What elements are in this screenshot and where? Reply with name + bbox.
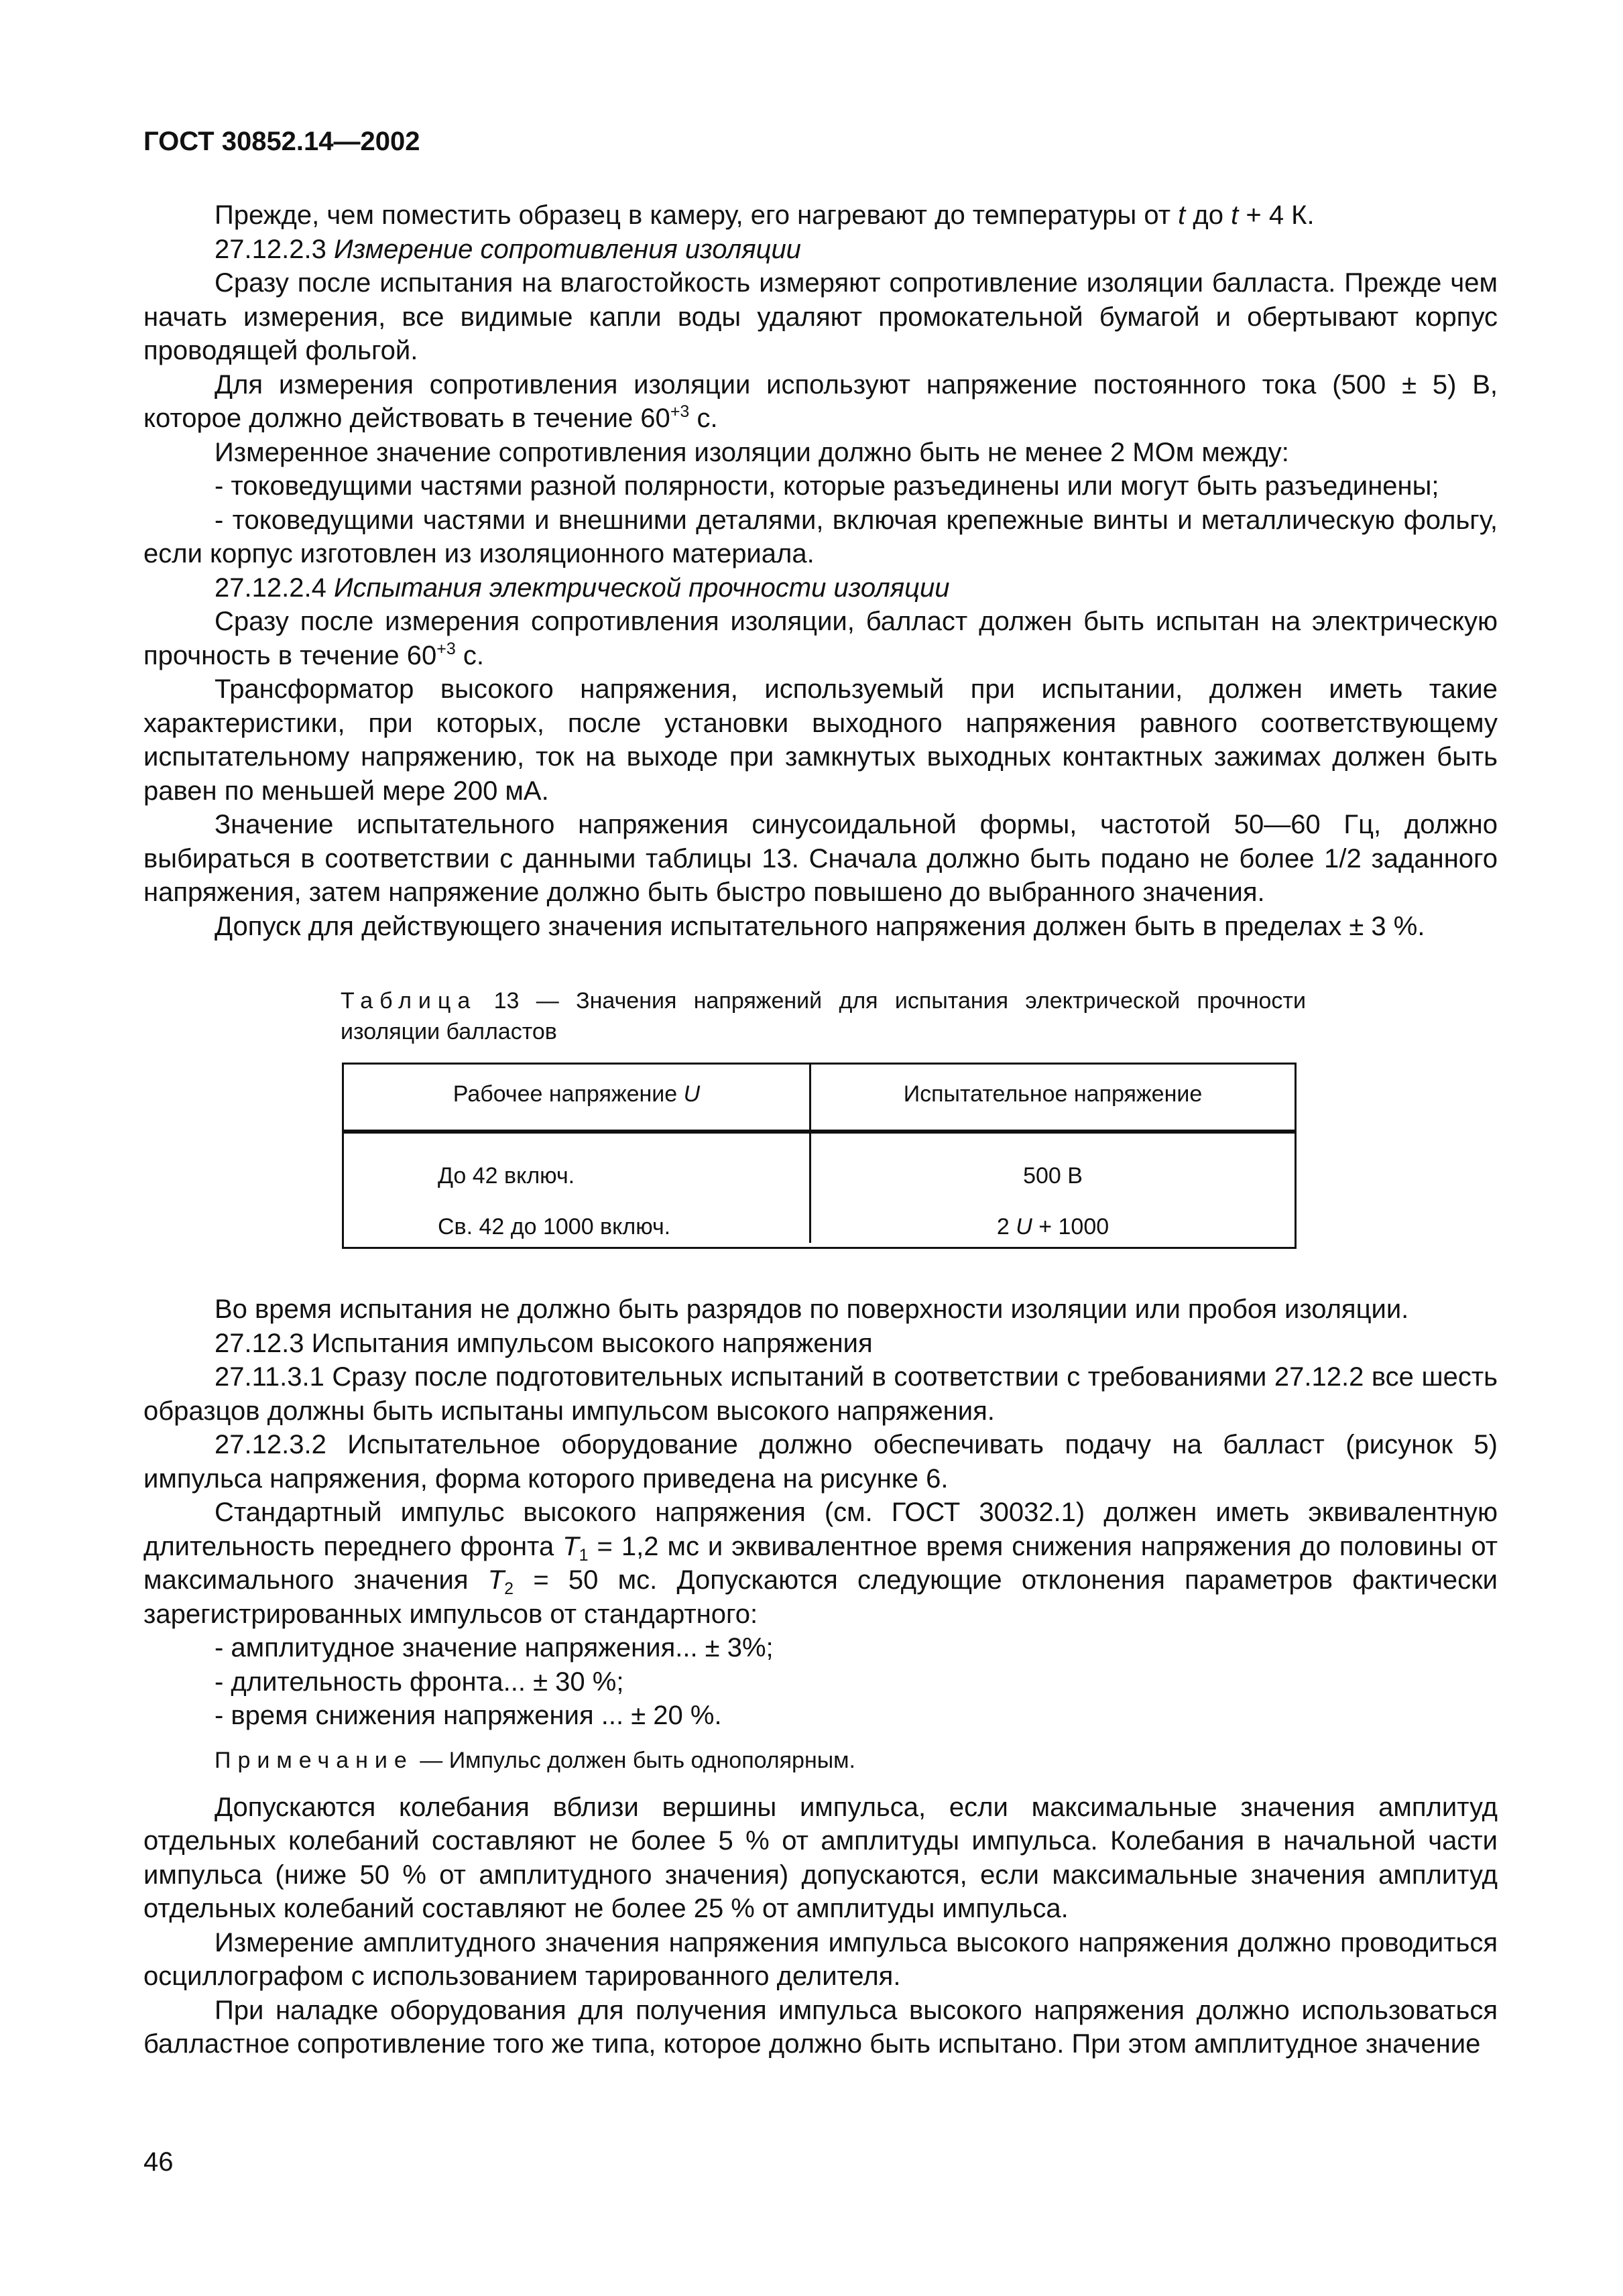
voltage-table	[342, 1063, 1297, 1249]
table-header-test-voltage: Испытательное напряжение	[903, 1081, 1203, 1107]
section-heading: 27.12.2.3 Измерение сопротивления изоляции	[215, 234, 801, 264]
list-item: - амплитудное значение напряжения... ± 3%;	[215, 1633, 774, 1663]
table-caption: Таблица 13 — Значения напряжений для испытания электрической прочности изоляции балластов	[341, 988, 1306, 1044]
paragraph: Сразу после испытания на влагостойкость измеряют сопротивление изоляции балласта. Прежде чем начать измерения, все видимые капли воды удаляют промокательной бумагой и обертывают корпус проводящей фольгой.	[143, 268, 1498, 365]
list-item: - длительность фронта... ± 30 %;	[215, 1667, 624, 1697]
list-item: - токоведущими частями разной полярности, которые разъединены или могут быть разъединены;	[215, 471, 1439, 501]
table-cell: 2 U + 1000	[996, 1214, 1109, 1240]
document-header: ГОСТ 30852.14—2002	[143, 127, 420, 156]
paragraph: 27.12.3.2 Испытательное оборудование должно обеспечивать подачу на балласт (рисунок 5) импульса напряжения, форма которого приведена на рисунке 6.	[143, 1430, 1498, 1494]
text-block-upper	[143, 198, 1498, 943]
paragraph: Сразу после измерения сопротивления изоляции, балласт должен быть испытан на электрическую прочность в течение $60^{+3}$ с.	[143, 607, 1498, 670]
paragraph: Во время испытания не должно быть разрядов по поверхности изоляции или пробоя изоляции.	[215, 1294, 1409, 1324]
paragraph: Допускаются колебания вблизи вершины импульса, если максимальные значения амплитуд отдельных колебаний составляют не более 5 % от амплитуды импульса. Колебания в начальной части импульса (ниже 50 % от амплитудного значения) допускаются, если максимальные значения амплитуд отдельных колебаний составляют не более 25 % от амплитуды импульса.	[143, 1792, 1498, 1923]
section-heading: 27.12.2.4 Испытания электрической прочности изоляции	[215, 572, 950, 603]
table-cell: 500 В	[1023, 1163, 1083, 1189]
paragraph: Трансформатор высокого напряжения, используемый при испытании, должен иметь такие характеристики, при которых, после установки выходного напряжения равного соответствующему испытательному напряжению, ток на выходе при замкнутых выходных контактных зажимах должен быть равен по меньшей мере 200 мА.	[143, 674, 1498, 806]
paragraph: Допуск для действующего значения испытательного напряжения должен быть в пределах ± 3 %.	[215, 911, 1425, 941]
table-header-working-voltage: Рабочее напряжение U	[453, 1081, 701, 1107]
paragraph: Значение испытательного напряжения синусоидальной формы, частотой 50—60 Гц, должно выбираться в соответствии с данными таблицы 13. Сначала должно быть подано не более 1/2 заданного напряжения, затем напряжение должно быть быстро повышено до выбранного значения.	[143, 810, 1498, 907]
page-number: 46	[143, 2147, 174, 2177]
paragraph: Прежде, чем поместить образец в камеру, его нагревают до температуры от t до t + 4 К.	[215, 200, 1315, 230]
paragraph: Для измерения сопротивления изоляции используют напряжение постоянного тока (500 ± 5) В, которое должно действовать в течение $60^{+3}$ с.	[143, 369, 1498, 433]
paragraph: При наладке оборудования для получения импульса высокого напряжения должно использоваться балластное сопротивление того же типа, которое должно быть испытано. При этом амплитудное значение	[143, 1995, 1498, 2059]
table-cell: Св. 42 до 1000 включ.	[438, 1214, 671, 1240]
list-item: - время снижения напряжения ... ± 20 %.	[215, 1701, 722, 1730]
list-item: - токоведущими частями и внешними деталями, включая крепежные винты и металлическую фольгу, если корпус изготовлен из изоляционного материала.	[143, 505, 1498, 568]
paragraph: Измерение амплитудного значения напряжения импульса высокого напряжения должно проводиться осциллографом с использованием тарированного делителя.	[143, 1927, 1498, 1991]
section-heading: 27.12.3 Испытания импульсом высокого напряжения	[215, 1328, 873, 1358]
text-block-lower	[143, 1292, 1498, 2061]
table-cell: До 42 включ.	[438, 1163, 575, 1189]
paragraph: 27.11.3.1 Сразу после подготовительных испытаний в соответствии с требованиями 27.12.2 все шесть образцов должны быть испытаны импульсом высокого напряжения.	[143, 1362, 1498, 1426]
paragraph: Стандартный импульс высокого напряжения (см. ГОСТ 30032.1) должен иметь эквивалентную длительность переднего фронта $T_1 = 1,2$ мс и эквивалентное время снижения напряжения до половины от максимального значения $T_2 = 50$ мс. Допускаются следующие отклонения параметров фактически зарегистрированных импульсов от стандартного:	[143, 1498, 1498, 1629]
note: Примечание — Импульс должен быть однополярным.	[215, 1747, 855, 1773]
paragraph: Измеренное значение сопротивления изоляции должно быть не менее 2 МОм между:	[215, 437, 1289, 467]
table-header-rule	[344, 1130, 1295, 1134]
